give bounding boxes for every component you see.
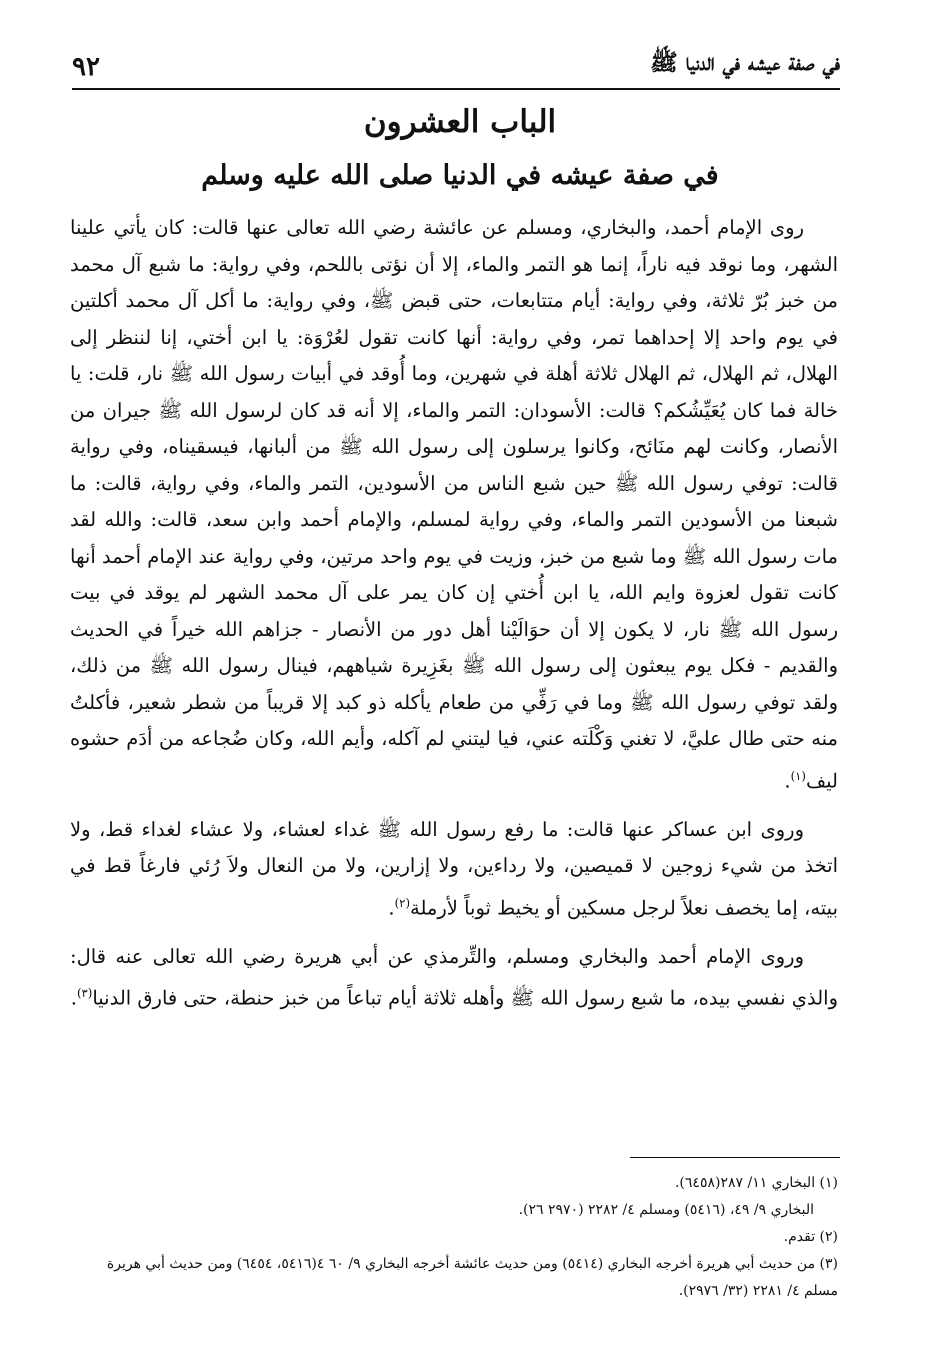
footnote: (١) البخاري ١١/ ٢٨٧(٦٤٥٨). [674, 1175, 838, 1191]
paragraph-text: روى الإمام أحمد، والبخاري، ومسلم عن عائشة رضي الله تعالى عنها قالت: كان يأتي علينا الشهر، وما نوقد فيه ناراً، إنما هو التمر والماء، إلا أن نؤتى باللحم، وفي رواية: ما شبع آل محمد من خبز بُرّ ثلاثة، وفي رواية: أيام متتابعات، حتى قبض ﷺ، وفي رواية: ما أكل آل محمد أكلتين في يوم واحد إلا إحداهما تمر، وفي رواية: أنها كانت تقول لعُرْوَة: يا ابن أختي، إنا لننظر إلى الهلال، ثم الهلال، ثم الهلال ثلاثة أهلة في شهرين، وما أُوقد في أبيات رسول الله ﷺ نار، قلت: يا خالة فما كان يُعَيِّشُكم؟ قالت: الأسودان: التمر والماء، إلا أنه قد كان لرسول الله ﷺ جيران من الأنصار، وكانت لهم منَائح، وكانوا يرسلون إلى رسول الله ﷺ من ألبانها، فيسقيناه، وفي رواية قالت: توفي رسول الله ﷺ حين شبع الناس من الأسودين، التمر والماء، وفي رواية، قالت: ما شبعنا من الأسودين التمر والماء، وفي رواية لمسلم، والإمام أحمد وابن سعد، قالت: والله لقد مات رسول الله ﷺ وما شبع من خبز، وزيت في يوم واحد مرتين، وفي رواية عند الإمام أحمد أنها كانت تقول لعزوة وايم الله، يا ابن أُختي إن كان يمر على آل محمد الشهر لم يوقد في بيت رسول الله ﷺ نار، لا يكون إلا أن حوَالَيْنا أهل دور من الأنصار - جزاهم الله خيراً في الحديث والقديم - فكل يوم يبعثون إلى رسول الله ﷺ بغَزِيرة شياههم، فينال رسول الله ﷺ من ذلك، ولقد توفي رسول الله ﷺ وما في رَفِّي من طعام يأكله ذو كبد إلا قريباً من شطر شعير، فأكلتُ منه حتى طال عليَّ، لا تغني وَكْلَته عني، فيا ليتني لم آكله، وأيم الله، وكان ضُجاعه من أدَم حشوه ليف [70, 216, 838, 792]
footnote-marker: (١) [790, 768, 806, 783]
paragraph-text: وروى ابن عساكر عنها قالت: ما رفع رسول الله ﷺ غداء لعشاء، ولا عشاء لغداء قط، ولا اتخذ من شيء زوجين لا قميصين، ولا رداءين، ولا إزارين، ولا من النعال ولاَ رُئي فارغاً قط في بيته، إما يخصف نعلاً لرجل مسكين أو يخيط ثوباً لأرملة [70, 817, 838, 919]
chapter-subtitle: في صفة عيشه في الدنيا صلى الله عليه وسلم [201, 160, 719, 191]
footnote-marker: (٣) [76, 986, 93, 1000]
footnote-marker: (٢) [394, 895, 411, 910]
paragraph: وروى الإمام أحمد والبخاري ومسلم، والتِّرمذي عن أبي هريرة رضي الله تعالى عنه قال: والذي نفسي بيده، ما شبع رسول الله ﷺ وأهله ثلاثة أيام تباعاً من خبز حنطة، حتى فارق الدنيا$^{(٣)}$. [70, 944, 838, 1010]
footnotes [74, 1170, 838, 1305]
footnote: (٢) تقدم. [783, 1229, 838, 1245]
footnote-divider [630, 1157, 840, 1158]
footnote: البخاري ٩/ ٤٩، (٥٤١٦) ومسلم ٤/ ٢٢٨٢ (٢٩٧٠ ٢٦). [518, 1202, 814, 1218]
chapter-title: الباب العشرون [363, 104, 557, 140]
running-header [72, 44, 840, 90]
paragraph: وروى ابن عساكر عنها قالت: ما رفع رسول الله ﷺ غداء لعشاء، ولا عشاء لغداء قط، ولا اتخذ من شيء زوجين لا قميصين، ولا رداءين، ولا إزارين، ولا من النعال ولاَ رُئي فارغاً قط في بيته، إما يخصف نعلاً لرجل مسكين أو يخيط ثوباً لأرملة$^{(٢)}$. [70, 817, 838, 919]
running-title: في صفة عيشه في الدنيا ﷺ [649, 49, 840, 76]
paragraph-text: وروى الإمام أحمد والبخاري ومسلم، والتِّرمذي عن أبي هريرة رضي الله تعالى عنه قال: والذي نفسي بيده، ما شبع رسول الله ﷺ وأهله ثلاثة أيام تباعاً من خبز حنطة، حتى فارق الدنيا [70, 944, 838, 1010]
body-text [70, 210, 838, 1017]
paragraph: روى الإمام أحمد، والبخاري، ومسلم عن عائشة رضي الله تعالى عنها قالت: كان يأتي علينا الشهر، وما نوقد فيه ناراً، إنما هو التمر والماء، إلا أن نؤتى باللحم، وفي رواية: ما شبع آل محمد من خبز بُرّ ثلاثة، وفي رواية: أيام متتابعات، حتى قبض ﷺ، وفي رواية: ما أكل آل محمد أكلتين في يوم واحد إلا إحداهما تمر، وفي رواية: أنها كانت تقول لعُرْوَة: يا ابن أختي، إنا لننظر إلى الهلال، ثم الهلال، ثم الهلال ثلاثة أهلة في شهرين، وما أُوقد في أبيات رسول الله ﷺ نار، قلت: يا خالة فما كان يُعَيِّشُكم؟ قالت: الأسودان: التمر والماء، إلا أنه قد كان لرسول الله ﷺ جيران من الأنصار، وكانت لهم منَائح، وكانوا يرسلون إلى رسول الله ﷺ من ألبانها، فيسقيناه، وفي رواية قالت: توفي رسول الله ﷺ حين شبع الناس من الأسودين، التمر والماء، وفي رواية، قالت: ما شبعنا من الأسودين التمر والماء، وفي رواية لمسلم، والإمام أحمد وابن سعد، قالت: والله لقد مات رسول الله ﷺ وما شبع من خبز، وزيت في يوم واحد مرتين، وفي رواية عند الإمام أحمد أنها كانت تقول لعزوة وايم الله، يا ابن أُختي إن كان يمر على آل محمد الشهر لم يوقد في بيت رسول الله ﷺ نار، لا يكون إلا أن حوَالَيْنا أهل دور من الأنصار - جزاهم الله خيراً في الحديث والقديم - فكل يوم يبعثون إلى رسول الله ﷺ بغَزِيرة شياههم، فينال رسول الله ﷺ من ذلك، ولقد توفي رسول الله ﷺ وما في رَفِّي من طعام يأكله ذو كبد إلا قريباً من شطر شعير، فأكلتُ منه حتى طال عليَّ، لا تغني وَكْلَته عني، فيا ليتني لم آكله، وأيم الله، وكان ضُجاعه من أدَم حشوه ليف$^{(١)}$. [70, 216, 838, 792]
page-number: ٩٢ [72, 52, 100, 82]
footnote: (٣) من حديث أبي هريرة أخرجه البخاري (٥٤١٤) ومن حديث عائشة أخرجه البخاري ٩/ ٦٠ ٤(٥٤١٦، ٦٤٥٤) ومن حديث أبي هريرة مسلم ٤/ ٢٢٨١ (٣٢/ ٢٩٧٦). [106, 1256, 838, 1299]
